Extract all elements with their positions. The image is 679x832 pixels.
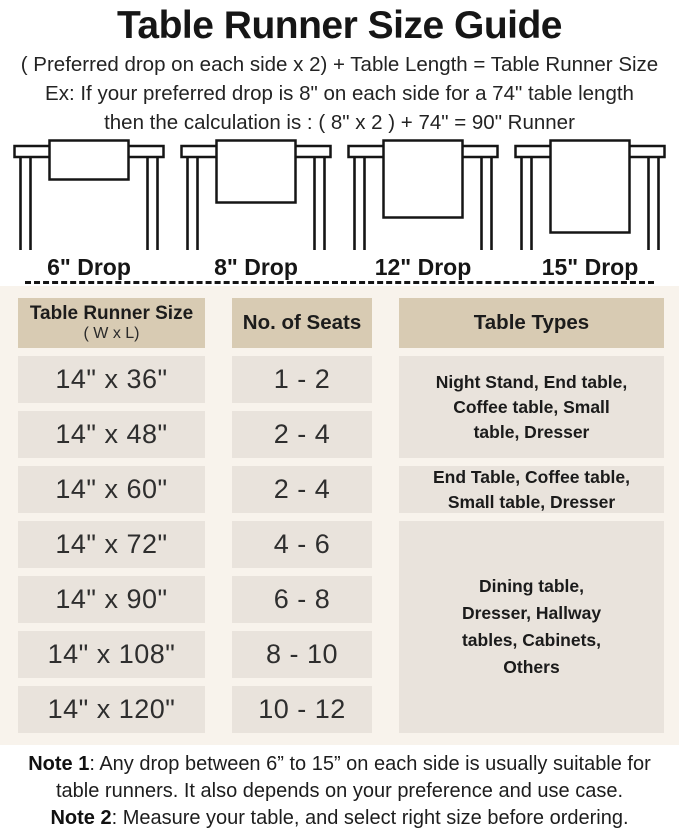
dashed-divider: [25, 281, 654, 284]
seats-cell: 6 - 8: [232, 576, 372, 623]
example-line-2: then the calculation is : ( 8" x 2 ) + 74" = 90" Runner: [104, 111, 575, 135]
drop-label: 8" Drop: [214, 254, 298, 281]
header-table-types-label: Table Types: [473, 311, 590, 335]
page-title: Table Runner Size Guide: [116, 4, 563, 47]
table-types-cell-small: Night Stand, End table, Coffee table, Small table, Dresser: [399, 356, 664, 458]
runner-shape: [551, 141, 630, 233]
drop-label: 6" Drop: [47, 254, 131, 281]
size-cell: 14" x 72": [18, 521, 205, 568]
table-illustration-12in-drop: [347, 138, 499, 280]
drop-label: 15" Drop: [541, 254, 639, 281]
table-drawing-icon: [180, 138, 332, 252]
table-drawing-icon: [347, 138, 499, 252]
seats-cell: 1 - 2: [232, 356, 372, 403]
note-1-line-2: table runners. It also depends on your preference and use case.: [55, 780, 624, 803]
table-drawing-icon: [514, 138, 666, 252]
table-drawing-icon: [13, 138, 165, 252]
seats-cell: 2 - 4: [232, 411, 372, 458]
header-seats-label: No. of Seats: [242, 311, 362, 335]
runner-shape: [50, 141, 129, 180]
example-line-1: Ex: If your preferred drop is 8" on each side for a 74" table length: [45, 82, 634, 106]
notes-section: [0, 745, 679, 832]
header-runner-size-label: Table Runner Size: [29, 303, 194, 325]
size-cell: 14" x 48": [18, 411, 205, 458]
runner-shape: [384, 141, 463, 218]
seats-cell: 2 - 4: [232, 466, 372, 513]
header-wxl-label: ( W x L): [83, 325, 140, 343]
table-types-cell-medium: End Table, Coffee table, Small table, Dresser: [399, 466, 664, 513]
size-cell: 14" x 120": [18, 686, 205, 733]
seats-cell: 10 - 12: [232, 686, 372, 733]
drop-label: 12" Drop: [374, 254, 472, 281]
header-section: [0, 0, 679, 137]
size-cell: 14" x 60": [18, 466, 205, 513]
table-illustration-15in-drop: [514, 138, 666, 280]
note-1-label: Note 1: [28, 753, 90, 776]
column-header-seats: [232, 298, 372, 348]
drop-illustrations: [0, 137, 679, 280]
seats-cell: 8 - 10: [232, 631, 372, 678]
column-header-table-types: [399, 298, 664, 348]
note-2-label: Note 2: [50, 807, 112, 830]
table-illustration-8in-drop: [180, 138, 332, 280]
size-cell: 14" x 108": [18, 631, 205, 678]
column-header-runner-size: [18, 298, 205, 348]
size-table: [0, 286, 679, 745]
formula-line: ( Preferred drop on each side x 2) + Table Length = Table Runner Size: [20, 53, 659, 77]
seats-cell: 4 - 6: [232, 521, 372, 568]
table-types-cell-large: Dining table, Dresser, Hallway tables, Cabinets, Others: [399, 521, 664, 733]
size-cell: 14" x 90": [18, 576, 205, 623]
note-2-line-1: Note 2: Measure your table, and select right size before ordering.: [50, 807, 629, 830]
runner-shape: [217, 141, 296, 203]
table-illustration-6in-drop: [13, 138, 165, 280]
size-cell: 14" x 36": [18, 356, 205, 403]
note-1-line-1: Note 1: Any drop between 6” to 15” on each side is usually suitable for: [28, 753, 651, 776]
